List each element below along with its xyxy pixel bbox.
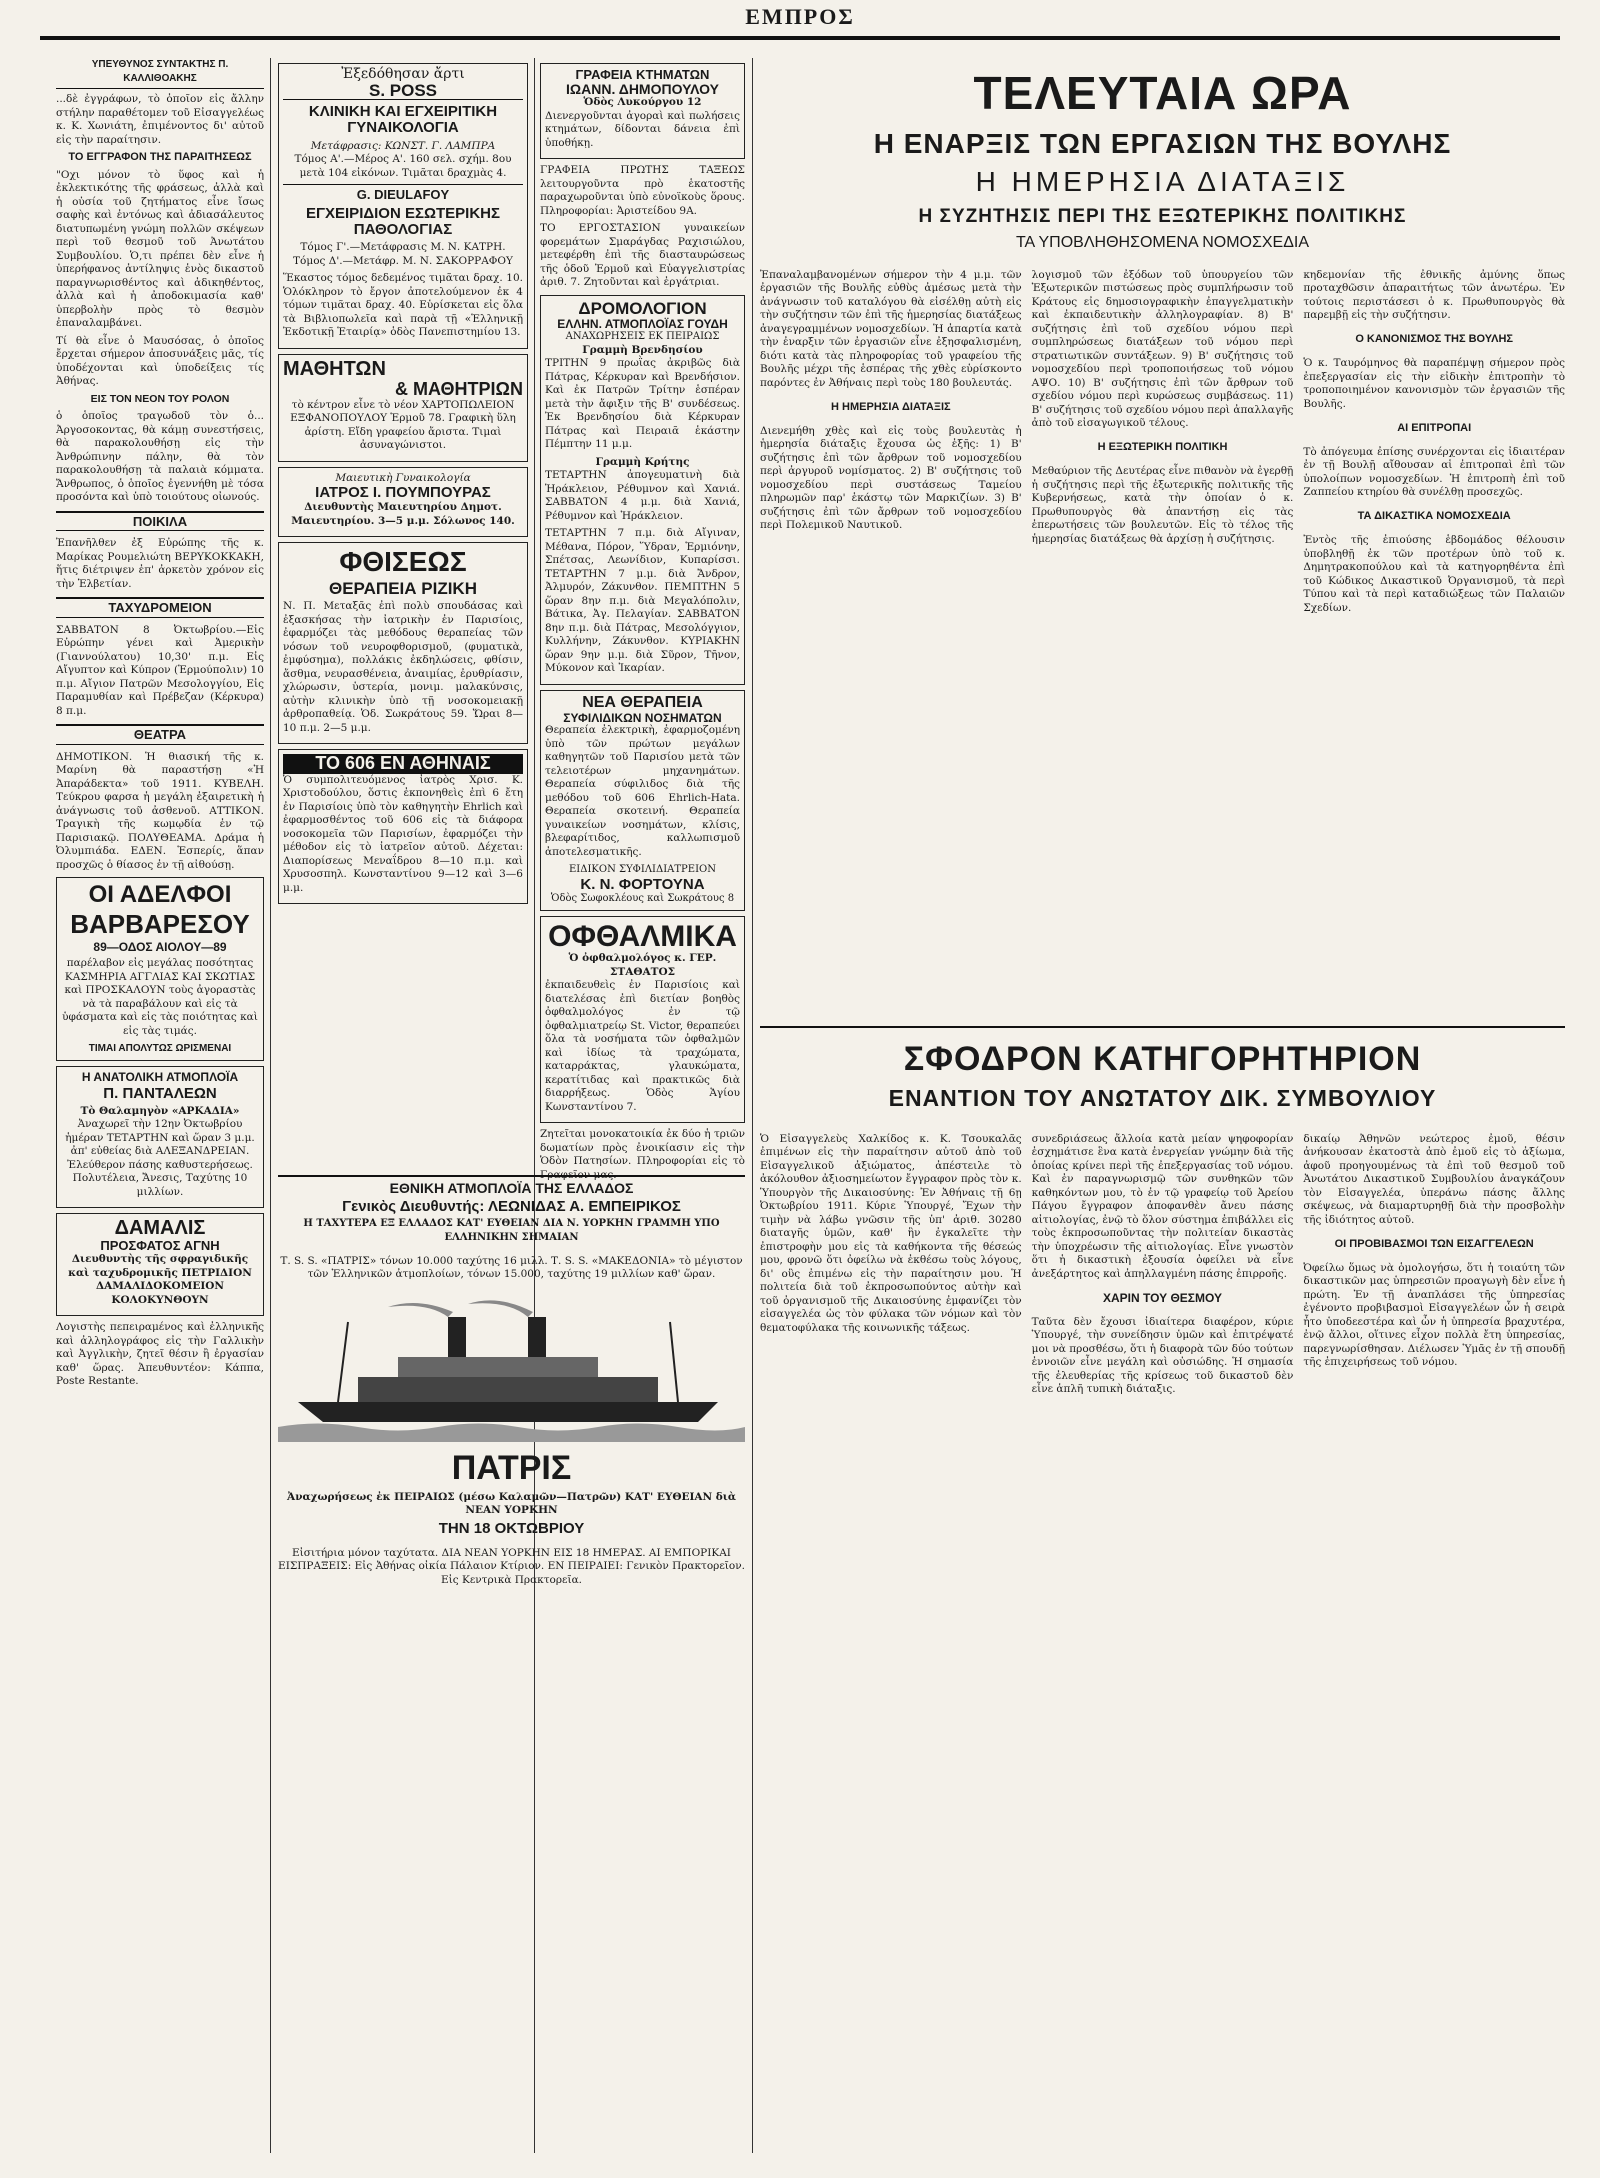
ad-text: τὸ κέντρον εἶνε τὸ νέον ΧΑΡΤΟΠΩΛΕΙΟΝ ΕΞΦΑΝΟΠΟΥΛΟΥ Ἑρμοῦ 78. Γραφικὴ ὕλη ἀρίστη. Εἴδη γραφείου ἄριστα. Τιμαὶ ἀσυναγώνιστοι. — [290, 398, 516, 452]
ad-text: Ἕκαστος τόμος δεδεμένος τιμᾶται δραχ. 10. Ὁλόκληρον τὸ ἔργον ἀποτελούμενον ἐκ 4 τόμων τιμᾶται δραχ. 40. Εὑρίσκεται εἰς ὅλα τὰ Βιβλιοπωλεῖα καὶ παρὰ τῇ «Ἑλληνικῇ Ἐκδοτικῇ Ἑταιρίᾳ» ὁδὸς Πανεπιστημίου 13. — [283, 272, 523, 339]
ad-text: Τὸ Θαλαμηγὸν «ΑΡΚΑΔΙΑ» — [80, 1104, 240, 1117]
column-divider — [270, 58, 271, 2153]
ad-title: ΤΟ 606 ΕΝ ΑΘΗΝΑΙΣ — [283, 754, 523, 774]
article-column — [760, 258, 1022, 1018]
article-text: Ὁ κ. Ταυρόμηνος θὰ παραπέμψῃ σήμερον πρὸς ἐπεξεργασίαν εἰς τὴν εἰδικὴν ἐπιτροπὴν τὸ τροποποιημένον κανονισμὸν τῶν ἐργασιῶν τῆς Βουλῆς. — [1303, 357, 1566, 410]
advertisement — [278, 749, 528, 904]
ad-text: Μαιευτικὴ Γυναικολογία — [335, 471, 471, 484]
ad-text: Διενεργοῦνται ἀγοραὶ καὶ πωλήσεις κτημάτων, δίδονται δάνεια ἐπὶ ὑποθήκῃ. — [545, 109, 740, 149]
section-heading: Ο ΚΑΝΟΝΙΣΜΟΣ ΤΗΣ ΒΟΥΛΗΣ — [1355, 333, 1514, 345]
ad-title: ΜΑΘΗΤΩΝ — [283, 357, 386, 380]
subheadline: ΕΝΑΝΤΙΟΝ ΤΟΥ ΑΝΩΤΑΤΟΥ ΔΙΚ. ΣΥΜΒΟΥΛΙΟΥ — [888, 1085, 1437, 1111]
ad-text: ΑΝΑΧΩΡΗΣΕΙΣ ΕΚ ΠΕΙΡΑΙΩΣ — [565, 331, 720, 343]
section-heading: ΟΙ ΠΡΟΒΙΒΑΣΜΟΙ ΤΩΝ ΕΙΣΑΓΓΕΛΕΩΝ — [1334, 1237, 1534, 1250]
advertisement — [278, 354, 528, 462]
article-text: Ἐντὸς τῆς ἐπιούσης ἑβδομάδος θέλουσιν ὑποβληθῇ ἐκ τῶν προτέρων ὑπὸ τοῦ κ. Δημητρακοπούλου καὶ τὰ κατηγορηθέντα ἐπὶ τοῦ Κώδικος Δικαστικοῦ Ὀργανισμοῦ, τὰ περὶ Τύπου καὶ τὰ περὶ καταδιώξεως τῶν Παλαιῶν Σχεδίων. — [1303, 534, 1566, 614]
article-text: Τί θὰ εἶνε ὁ Μαυσόσας, ὁ ὁποῖος ἔρχεται σήμερον ἀποσυνάξεις μᾶς, τίς ὑποδέχονται καὶ ὑποδείξεις τίς Ἀθήνας. — [56, 334, 264, 387]
article-text: ΔΗΜΟΤΙΚΟΝ. Ἡ θιασική τῆς κ. Μαρίνη θὰ παραστήσῃ «Ἡ Ἀπαράδεκτα» τοῦ 1911. ΚΥΒΕΛΗ. Τεύκρου φαρσα ἡ μεγάλη ἐξαιρετικὴ ἡ ἀνάγνωσις τοῦ ἀσθενοῦ. ΑΤΤΙΚΟΝ. Τραγικὴ τῆς κωμῳδία ἐν τῷ Παρισιακῷ. ΠΟΛΥΘΕΑΜΑ. Δράμα ἡ Ὀλυμπιάδα. ΕΔΕΝ. Ἑσπερίς, ἅπαν προσχῶς ὁ θίασος ἐν τῇ αἰθούσῃ. — [56, 750, 264, 871]
ad-title: ΕΘΝΙΚΗ ΑΤΜΟΠΛΟΪΑ ΤΗΣ ΕΛΛΑΔΟΣ — [389, 1180, 634, 1196]
ad-title: ΙΩΑΝΝ. ΔΗΜΟΠΟΥΛΟΥ — [566, 80, 719, 97]
ad-address: Ὁδὸς Λυκούργου 12 — [583, 96, 702, 109]
section-heading: ΤΑΧΥΔΡΟΜΕΙΟΝ — [56, 597, 264, 618]
ad-title: ΙΑΤΡΟΣ Ι. ΠΟΥΜΠΟΥΡΑΣ — [315, 484, 491, 502]
ad-title: ΔΡΟΜΟΛΟΓΙΟΝ — [578, 298, 707, 318]
ad-text: Ν. Π. Μεταξᾶς ἐπὶ πολὺ σπουδάσας καὶ ἐξασκήσας τὴν ἰατρικὴν ἐν Παρισίοις, ἐφαρμόζει τὰς μεθόδους θεραπείας τῶν νόσων τοῦ νευροφθορισμοῦ, (φυματικὰ, ἐμφύσημα), πολλάκις ἐκδηλώσεις, φθίσιν, ἄσθμα, νευρασθένεια, ἀναιμίας, ἐρυθρίασιν, χλώρωσιν, ὑστερία, μονιμ. μαλακύνσις, αὐτὴν κλινικὴν ὑπὸ τῇ νοσοκομειακῇ ἀρθροπαθείᾳ. Ὁδ. Σωκράτους 59. Ὥραι 8—10 π.μ. 2—5 μ.μ. — [283, 600, 523, 734]
section-heading: ΤΑ ΔΙΚΑΣΤΙΚΑ ΝΟΜΟΣΧΕΔΙΑ — [1357, 510, 1511, 522]
subheadline: Η ΗΜΕΡΗΣΙΑ ΔΙΑΤΑΞΙΣ — [975, 166, 1350, 197]
ad-title: ΝΕΑ ΘΕΡΑΠΕΙΑ — [582, 693, 703, 711]
article-text: Ὁ Εἰσαγγελεὺς Χαλκίδος κ. Κ. Τσουκαλᾶς ἐπιμένων εἰς τὴν παραίτησιν αὐτοῦ ἀπὸ τοῦ Εἰσαγγελικοῦ ἀξιώματος, ἀπέστειλε τὸ ἀκόλουθον ἀξιοσημείωτον ἔγγραφον πρὸς τὸν κ. Ὑπουργὸν τῆς Δικαιοσύνης: Ἐν Ἀθήναις τῇ 6ῃ Ὀκτωβρίου 1911. Κύριε Ὑπουργέ, Ἔχων τὴν τιμὴν νὰ λάβω γνῶσιν τῆς ὑπ' ἀριθ. 30280 διαταγῆς ὑμῶν, καθ' ἣν ἐγκαλεῖτε τὴν ἐπιστροφὴν μου εἰς τὰ καθήκοντα τῆς θέσεώς μου, φρονῶ ὅτι ὀφείλω νὰ ἐκθέσω τοὺς λόγους, δι' οὓς ἐπιμένω εἰς τὴν παραίτησιν μου. Ἡ πολιτεία διὰ τοῦ ἐκπροσωπούντος αὐτὴν καὶ τοῦ ὀργανισμοῦ τῆς Δικαιοσύνης ἐμφανίζει τὸν εἰσαγγελέα ὡς τὸν φύλακα τῶν νόμων καὶ τὸν θεματοφύλακα τῆς κοινωνικῆς τάξεως. — [760, 1132, 1022, 1334]
section-heading: ΤΟ ΕΓΓΡΑΦΟΝ ΤΗΣ ΠΑΡΑΙΤΗΣΕΩΣ — [68, 151, 252, 163]
shipping-advertisement — [278, 1175, 745, 2155]
headline: ΣΦΟΔΡΟΝ ΚΑΤΗΓΟΡΗΤΗΡΙΟΝ — [903, 1040, 1422, 1078]
masthead — [40, 0, 1560, 48]
article-text: Ὀφείλω ὅμως νὰ ὁμολογήσω, ὅτι ἡ τοιαύτη τῶν δικαστικῶν μας ὑπηρεσιῶν προαγωγὴ δὲν εἶνε ἡ πρώτη. Ἐν τῇ ἀναπλάσει τῆς ὑπηρεσίας ἐγένοντο προβιβασμοὶ Εἰσαγγελέων ὧν ἡ σειρὰ ἦτο ὑποδεεστέρα καὶ ὧν ἡ ὑπηρεσία βραχυτέρα, ἐνῷ ἄλλοι, οἵτινες εἶχον πολλὰ ἔτη ὑπηρεσίας, παρεγνωρίσθησαν. Διέλωσεν Ὑμᾶς ἐν τῇ σπουδῇ τῆς ἐπιχειρήσεως τοῦ νόμου. — [1303, 1261, 1566, 1368]
ad-title: Π. ΠΑΝΤΑΛΕΩΝ — [103, 1085, 217, 1103]
advertisement — [278, 63, 528, 349]
ad-text: Ἐξεδόθησαν ἄρτι — [341, 66, 465, 82]
advertisement — [56, 877, 264, 1061]
ad-text: ΕΙΔΙΚΟΝ ΣΥΦΙΛΙΔΙΑΤΡΕΙΟΝ — [568, 864, 716, 876]
ad-text: ἐκπαιδευθεὶς ἐν Παρισίοις καὶ διατελέσας ἐπὶ διετίαν βοηθὸς ὀφθαλμολόγος ἐν τῷ ὀφθαλμιατρείῳ St. Victor, θεραπεύει ὅλα τὰ νοσήματα τῶν ὀφθαλμῶν καὶ ἰδίως τὰ τραχώματα, καταρράκτας, γλαυκώματα, κερατίτιδας καὶ πρακτικῶς διὰ διαρρήξεως. Ὁδὸς Ἁγίου Κωνσταντίνου 7. — [545, 979, 740, 1113]
ad-title: ΠΡΟΣΦΑΤΟΣ ΑΓΝΗ — [100, 1238, 220, 1254]
ad-title: ΟΦΘΑΛΜΙΚΑ — [548, 919, 737, 953]
subheadline: Η ΕΝΑΡΞΙΣ ΤΩΝ ΕΡΓΑΣΙΩΝ ΤΗΣ ΒΟΥΛΗΣ — [873, 128, 1452, 159]
column-3 — [540, 58, 745, 1181]
advertisement — [540, 63, 745, 159]
ad-title: ΒΑΡΒΑΡΕΣΟΥ — [70, 909, 250, 940]
ad-text: Διευθυντὴς τῆς σφραγιδικῆς καὶ ταχυδρομικῆς ΠΕΤΡΙΔΙΟΝ ΔΑΜΑΛΙΔΟΚΟΜΕΙΟΝ ΚΟΛΟΚΥΝΘΟΥΝ — [68, 1253, 252, 1306]
masthead-rule — [40, 36, 1560, 40]
ad-text: Μετάφρασις: ΚΩΝΣΤ. Γ. ΛΑΜΠΡΑ — [310, 139, 496, 152]
ad-text: Τόμος Γ'.—Μετάφρασις Μ. Ν. ΚΑΤΡΗ. Τόμος Δ'.—Μετάφρ. Μ. Ν. ΣΑΚΟΡΡΑΦΟΥ — [293, 241, 513, 267]
ad-title: ΕΛΛΗΝ. ΑΤΜΟΠΛΟΪΑΣ ΓΟΥΔΗ — [557, 316, 728, 331]
article-text: "Οχι μόνον τὸ ὕφος καὶ ἡ ἐκλεκτικότης τῆς φράσεως, ἀλλὰ καὶ ἡ οὐσία τοῦ ζητήματος εἶνε ἴσως σαφὴς καὶ ἐντόνως καὶ ἀδιασάλευτος διατυπωμένη γνώμη πολλῶν σκέψεων περὶ τοῦ θεσμοῦ τοῦ Ἀνωτάτου Συμβουλίου. Ὁ,τι πρέπει δὲν εἶνε ἡ ὑπερήφανος ἀντίληψις ἑνὸς δικαστοῦ παραγνωρισθέντος καὶ ἀδικηθέντος, ἀλλὰ καὶ ἡ ἀποδοκιμασία καθ' ὑπερβολὴν πρὸς τὸ θεσμὸν ἐπαναλαμβάνει. — [56, 168, 264, 329]
steamship-illustration — [278, 1292, 745, 1442]
section-heading: Η ΗΜΕΡΗΣΙΑ ΔΙΑΤΑΞΙΣ — [831, 400, 951, 413]
ad-title: ΕΓΧΕΙΡΙΔΙΟΝ ΕΣΩΤΕΡΙΚΗΣ ΠΑΘΟΛΟΓΙΑΣ — [305, 204, 501, 238]
ad-title: G. DIEULAFOY — [283, 184, 523, 202]
article-text: ὁ ὁποῖος τραγωδοῦ τὸν ὁ... Ἀργοσοκοντας, θὰ κάμῃ συνεστήσεις, θὰ παρακολουθήσῃ εἰς τὴν Ἀνθρώπινην πάλην, θὰ τὸν παρακολουθήσῃ τὰ παλαιὰ κόμματα. Ἄνθρωπος, ὁ ὁποῖος ἐγεννήθη μὲ τόσα προσόντα καὶ ὑπὸ τοιούτους οἰωνούς. — [56, 410, 264, 503]
ad-title: Κ. Ν. ΦΟΡΤΟΥΝΑ — [580, 875, 705, 893]
article-text: Ἐπανῆλθεν ἐξ Εὐρώπης τῆς κ. Μαρίκας Ρουμελιώτη ΒΕΡΥΚΟΚΚΑΚΗ, ἥτις διέτριψεν ἐπ' ἀρκετὸν χρόνον εἰς τὴν Ἑλβετίαν. — [56, 537, 264, 590]
article-text: Μεθαύριον τῆς Δευτέρας εἶνε πιθανὸν νὰ ἐγερθῇ ἡ συζήτησις περὶ τῆς ἐξωτερικῆς πολιτικῆς τῆς Κυβερνήσεως, κατὰ τὴν ὁποίαν ὁ κ. Πρωθυπουργὸς θὰ ἀπαντήσῃ εἰς τὰς ἐπερωτήσεις τῶν βουλευτῶν. Εἰς τὸ τέλος τῆς ἡμερησίας διατάξεως θὰ ἀρχίσῃ ἡ συζήτησις. — [1031, 465, 1294, 545]
ad-text: ΤΙΜΑΙ ΑΠΟΛΥΤΩΣ ΩΡΙΣΜΕΝΑΙ — [88, 1043, 232, 1055]
article-text: Λογιστὴς πεπειραμένος καὶ ἐλληνικῆς καὶ ἀλληλογράφος εἰς τὴν Γαλλικὴν καὶ Ἀγγλικὴν, ζητεῖ θέσιν ἢ ἐργασίαν καθ' ὥρας. Ἀπευθυντέον: Κάππα, Poste Restante. — [56, 1321, 264, 1388]
article-column — [1032, 1122, 1294, 2022]
ad-text: ΤΕΤΑΡΤΗΝ 7 π.μ. διὰ Αἴγιναν, Μέθανα, Πόρον, Ὕδραν, Ἑρμιόνην, Σπέτσας, Λεωνίδιον, Κυπαρίσσι. ΤΕΤΑΡΤΗΝ 7 μ.μ. διὰ Ἄνδρον, Ἀλμυρόν, Ζάκυνθον. ΠΕΜΠΤΗΝ 5 ὥραν 8ην π.μ. διὰ Μεγαλόπολιν, Βάτικα, Ἀγ. Πελαγίαν. ΣΑΒΒΑΤΟΝ 8ην π.μ. διὰ Πάτρας, Μεσολόγγιον, Κυλλήνην, Ζάκυνθον. ΚΥΡΙΑΚΗΝ ὥραν 9ην μ.μ. διὰ Σῦρον, Τῆνον, Μύκονον καὶ Ἰκαρίαν. — [545, 527, 740, 675]
ad-text: Η ΤΑΧΥΤΕΡΑ ΕΞ ΕΛΛΑΔΟΣ ΚΑΤ' ΕΥΘΕΙΑΝ ΔΙΑ Ν. ΥΟΡΚΗΝ ΓΡΑΜΜΗ ΥΠΟ ΕΛΛΗΝΙΚΗΝ ΣΗΜΑΙΑΝ — [303, 1218, 720, 1243]
ad-text: Τόμος Α'.—Μέρος Α'. 160 σελ. σχήμ. 8ου μετὰ 104 εἰκόνων. Τιμᾶται δραχμὰς 4. — [294, 153, 512, 179]
ad-title: S. POSS — [283, 82, 523, 101]
ad-text: ΤΡΙΤΗΝ 9 πρωῒας ἀκριβῶς διὰ Πάτρας, Κέρκυραν καὶ Βρενδήσιον. Καὶ ἐκ Πατρῶν Τρίτην ἑσπέραν μετὰ τὴν ἄφιξιν τῆς Β' συνδέσεως. Ἐκ Βρενδησίου διὰ Κέρκυραν Πάτρας καὶ Πειραιᾶ ἑκάστην Πέμπτην 11 μ.μ. — [545, 357, 740, 451]
subheadline: ΤΑ ΥΠΟΒΛΗΘΗΣΟΜΕΝΑ ΝΟΜΟΣΧΕΔΙΑ — [1015, 234, 1310, 251]
ad-text: Τ. S. S. «ΠΑΤΡΙΣ» τόνων 10.000 ταχύτης 16 μιλλ. Τ. S. S. «ΜΑΚΕΔΟΝΙΑ» τὸ μέγιστον τῶν Ἑλληνικῶν ἀτμοπλοίων, τόνων 15.000, ταχύτης 19 μιλλίων καθ' ὥραν. — [280, 1254, 743, 1281]
section-divider — [760, 1026, 1565, 1028]
column-divider — [752, 58, 753, 2153]
byline: ΥΠΕΥΘΥΝΟΣ ΣΥΝΤΑΚΤΗΣ Π. ΚΑΛΛΙΘΟΑΚΗΣ — [56, 58, 264, 89]
ad-text: ΤΟ ΕΡΓΟΣΤΑΣΙΟΝ γυναικείων φορεμάτων Σμαράγδας Ραχισιώλου, μετεφέρθη ἐπὶ τῆς διασταυρώσεως τῆς ὁδοῦ Ἑρμοῦ καὶ Εὐαγγελιστρίας ἀριθ. 7. Ζητοῦνται καὶ ἐργάτριαι. — [540, 222, 745, 289]
ad-text: Γραμμὴ Κρήτης — [595, 455, 690, 468]
advertisement — [540, 690, 745, 911]
ad-address: Ὁδὸς Σωφοκλέους καὶ Σωκράτους 8 — [550, 893, 735, 905]
article-columns — [760, 1122, 1565, 2022]
ad-title: ΣΥΦΙΛΙΔΙΚΩΝ ΝΟΣΗΜΑΤΩΝ — [563, 710, 722, 725]
ad-text: Θεραπεία ἐλεκτρικὴ, ἐφαρμοζομένη ὑπὸ τῶν πρώτων μεγάλων καθηγητῶν τοῦ Παρισίου μετὰ τῶν τελειοτέρων μηχανημάτων. Θεραπεία σύφιλιδος διὰ τῆς μεθόδου τοῦ 606 Ehrlich-Hata. Θεραπεία σκοτεινή. Θεραπεία γυναικείων νοσημάτων, κλίσις, βλεφαρίτιδος, καλλωπισμοῦ ἀποτελεσματικῆς. — [545, 724, 740, 858]
section-heading: Η ΕΞΩΤΕΡΙΚΗ ΠΟΛΙΤΙΚΗ — [1097, 441, 1228, 453]
ad-title: Γενικὸς Διευθυντής: ΛΕΩΝΙΔΑΣ Α. ΕΜΠΕΙΡΙΚΟΣ — [342, 1197, 681, 1215]
article-text: ...δὲ ἐγγράφων, τὸ ὁποῖον εἰς ἄλλην στήλην παραθέτομεν τοῦ Εἰσαγγελέως κ. Κ. Χωνιάτη, ἐπιμένοντος δι' αὐτοῦ εἰς τὴν παραίτησιν. — [56, 93, 264, 146]
main-news-section — [760, 58, 1565, 2153]
article-text: ΣΑΒΒΑΤΟΝ 8 Ὀκτωβρίου.—Εἰς Εὐρώπην γένει καὶ Ἀμερικὴν (Γιαννούλατου) 10,30' π.μ. Εἰς Αἴγυπτον καὶ Κύπρον (Ἑρμούπολιν) 10 π.μ. Αἴγιον Πατρῶν Μεσολογγίου, Εἰς Παραμυθίαν καὶ Πρέβεζαν (Κέρκυρα) 8 π.μ. — [56, 623, 264, 717]
ad-title: Η ΑΝΑΤΟΛΙΚΗ ΑΤΜΟΠΛΟΪΑ — [81, 1069, 239, 1084]
article-text: Ἐπαναλαμβανομένων σήμερον τὴν 4 μ.μ. τῶν ἐργασιῶν τῆς Βουλῆς εὐθὺς ἀμέσως μετὰ τὴν ἀνάγνωσιν τοῦ καταλόγου θὰ εἰσέλθῃ αὐτὴ εἰς τὴν συζήτησιν τῶν ἐπὶ τῆς ἡμερησίας διατάξεως ἀναγεγραμμένων νομοσχεδίων. Ἡ ἀπαρτία κατὰ τὴν ἐναρξιν τῶν ἐργασιῶν εἶνε ἐξησφαλισμένη, διότι κατὰ τὰς πληροφορίας τοῦ γραφείου τῆς Βουλῆς μέχρι τῆς ἑσπέρας τῆς χθὲς εὑρίσκοντο παρόντες ἐν Ἀθήναις περὶ τοὺς 180 βουλευτάς. — [760, 268, 1022, 389]
advertisement — [278, 467, 528, 537]
ad-title: ΚΛΙΝΙΚΗ ΚΑΙ ΕΓΧΕΙΡΙΤΙΚΗ ΓΥΝΑΙΚΟΛΟΓΙΑ — [308, 103, 498, 137]
ad-title: ΦΘΙΣΕΩΣ — [339, 546, 467, 578]
ad-text: Διευθυντὴς Μαιευτηρίου Δημοτ. Μαιευτηρίου. 3—5 μ.μ. Σόλωνος 140. — [291, 501, 515, 527]
advertisement — [540, 916, 745, 1124]
ad-address: 89—ΟΔΟΣ ΑΙΟΛΟΥ—89 — [93, 940, 227, 955]
ad-text: Γραμμὴ Βρενδησίου — [582, 343, 703, 356]
ad-text: Ἀναχωρεῖ τὴν 12ην Ὀκτωβρίου ἡμέραν ΤΕΤΑΡΤΗΝ καὶ ὥραν 3 μ.μ. ἀπ' εὐθείας διὰ ΑΛΕΞΑΝΔΡΕΙΑΝ. Ἐλεύθερον πάσης καθυστερήσεως. Πολυτέλεια, Ἄνεσις, Ταχύτης 10 μιλλίων. — [65, 1118, 255, 1198]
column-1 — [56, 58, 264, 2153]
ad-title: ΓΡΑΦΕΙΑ ΚΤΗΜΑΤΩΝ — [575, 67, 710, 82]
article-text: Ταῦτα δὲν ἔχουσι ἰδιαίτερα διαφέρον, κύριε Ὑπουργέ, τὴν συνείδησιν ὑμῶν καὶ ἐπιτρέψατέ μοι νὰ προσθέσω, ὅτι ἡ διαφορὰ τῶν δύο τούτων ἐννοιῶν εἶνε μεγάλη καὶ οὐσιώδης. Ἡ σημασία τῆς ἐλευθερίας τῆς κρίσεως τοῦ δικαστοῦ δὲν εἶνε ἁπλῆ τυπικὴ διάταξις. — [1031, 1315, 1294, 1395]
advertisement — [56, 1213, 264, 1316]
ad-text: ΤΕΤΑΡΤΗΝ ἀπογευματινὴ διὰ Ἡράκλειον, Ρέθυμνον καὶ Χανιά. ΣΑΒΒΑΤΟΝ 4 μ.μ. διὰ Χανιά, Ρέθυμνον καὶ Ἡράκλειον. — [545, 469, 740, 522]
article-text: κηδεμονίαν τῆς ἐθνικῆς ἀμύνης ὅπως προταχθῶσιν ἀπαραιτήτως τῶν ἀνωτέρω. Ἐν τούτοις περιστάσεσι ὁ κ. Πρωθυπουργὸς θὰ παρεμβῇ εἰς τὴν συζήτησιν. — [1303, 268, 1566, 321]
section-heading: ΧΑΡΙΝ ΤΟΥ ΘΕΣΜΟΥ — [1103, 1290, 1222, 1305]
ad-text: Ἀναχωρήσεως ἐκ ΠΕΙΡΑΙΩΣ (μέσω Καλαμῶν—Πατρῶν) ΚΑΤ' ΕΥΘΕΙΑΝ διὰ ΝΕΑΝ ΥΟΡΚΗΝ — [287, 1490, 736, 1517]
ad-text: Ὁ συμπολιτευόμενος ἰατρὸς Χρισ. Κ. Χριστοδούλου, ὅστις ἐκπονηθεὶς ἐπὶ 6 ἔτη ἐν Παρισίοις ὑπὸ τὸν καθηγητὴν Ehrlich καὶ ἐφαρμοσθέντος τοῦ 606 εἰς τὰ διάφορα νοσοκομεῖα τῶν Παρισίων, ἐφαρμόζει τὴν μέθοδον εἰς τὸ ἰατρεῖον αὐτοῦ. Δέχεται: Διαπορίσεως Μεναΐδρου 8—10 π.μ. καὶ Χρυσοσπηλ. Κωνσταντίνου 9—12 καὶ 3—6 μ.μ. — [283, 773, 523, 894]
advertisement — [540, 295, 745, 685]
ad-text: ΓΡΑΦΕΙΑ ΠΡΩΤΗΣ ΤΑΞΕΩΣ λειτουργοῦντα πρὸ ἑκατοστῆς παραχωροῦνται ὑπὸ εὐνοϊκοὺς ὅρους. Πληροφορίαι: Ἀριστείδου 9Α. — [540, 164, 745, 217]
ad-text: Εἰσιτήρια μόνον ταχύτατα. ΔΙΑ ΝΕΑΝ ΥΟΡΚΗΝ ΕΙΣ 18 ΗΜΕΡΑΣ. ΑΙ ΕΜΠΟΡΙΚΑΙ ΕΙΣΠΡΑΞΕΙΣ: Εἰς Ἀθήνας οἰκία Πάλαιον Κτίριον. ΕΝ ΠΕΙΡΑΙΕΙ: Γενικὸν Πρακτορεῖον. Εἰς Κεντρικὰ Πρακτορεῖα. — [278, 1546, 745, 1586]
subheadline: Η ΣΥΖΗΤΗΣΙΣ ΠΕΡΙ ΤΗΣ ΕΞΩΤΕΡΙΚΗΣ ΠΟΛΙΤΙΚΗΣ — [918, 206, 1407, 227]
article-column — [1303, 1122, 1565, 2022]
ad-text: Ὁ ὀφθαλμολόγος κ. ΓΕΡ. ΣΤΑΘΑΤΟΣ — [568, 952, 717, 978]
ad-title: ΟΙ ΑΔΕΛΦΟΙ — [88, 881, 232, 908]
headline: ΤΕΛΕΥΤΑΙΑ ΩΡΑ — [973, 67, 1352, 119]
article-text: Διενεμήθη χθὲς καὶ εἰς τοὺς βουλευτὰς ἡ ἡμερησία διάταξις ἔχουσα ὡς ἑξῆς: 1) Β' συζήτησις ἐπὶ τῶν ἄρθρων τοῦ νομοσχεδίου περὶ ἀργυροῦ νομίσματος. 2) Β' συζήτησις τοῦ νομοσχεδίου περὶ συστάσεως Ταμείου πληρωμῶν παρ' ἑκάστῳ τῶν Μαρκιζίων. 3) Β' συζήτησις ἐπὶ τῶν ἄρθρων τοῦ νομοσχεδίου περὶ Πολεμικοῦ Ναυτικοῦ. — [760, 424, 1022, 531]
article-text: Τὸ ἀπόγευμα ἐπίσης συνέρχονται εἰς ἰδιαιτέραν ἐν τῇ Βουλῇ αἴθουσαν αἱ ἐπιτροπαὶ ἐπὶ τῶν ὑπολοίπων νομοσχεδίων. Ἡ ἐπιτροπὴ ἐπὶ τοῦ Ζαππείου κτηρίου θὰ συνέλθῃ προσεχῶς. — [1303, 445, 1566, 498]
ad-title: ΤΗΝ 18 ΟΚΤΩΒΡΙΟΥ — [438, 1519, 585, 1537]
section-heading: ΠΟΙΚΙΛΑ — [56, 511, 264, 532]
article-column — [760, 1122, 1022, 2022]
section-heading: ΘΕΑΤΡΑ — [56, 724, 264, 745]
advertisement — [278, 542, 528, 744]
ad-title: ΠΑΤΡΙΣ — [451, 1448, 572, 1487]
ad-text: Ζητεῖται μονοκατοικία ἐκ δύο ἡ τριῶν δωματίων πρὸς ἐνοικίασιν εἰς τὴν Ὁδὸν Πατησίων. Πληροφορίαι εἰς τὸ Γραφεῖον μας. — [540, 1128, 745, 1181]
article-text: λογισμοῦ τῶν ἐξόδων τοῦ ὑπουργείου τῶν Ἐξωτερικῶν πιστώσεως πρὸς συμπλήρωσιν τοῦ Κράτους εἰς δημοσιογραφικὴν ἐπαγγελματικὴν καὶ ἐκπαιδευτικὴν ἀλληλογραφίαν. 8) Β' συζήτησις ἐπὶ τοῦ σχεδίου νόμου περὶ συμπληρώσεως διατάξεων τοῦ νόμου περὶ στρατιωτικῶν συντάξεων. 9) Β' συζήτησις τοῦ νομοσχεδίου περὶ τροποποιήσεως τοῦ νόμου ΑΨΟ. 10) Β' συζήτησις ἐπὶ τῶν ἄρθρων τοῦ σχεδίου νόμου περὶ κυρώσεως συμβάσεως. 11) Β' συζήτησις τοῦ σχεδίου νόμου περὶ ἀπαλλαγῆς ἀπὸ τοῦ εἰσαγωγικοῦ τέλους. — [1031, 268, 1294, 429]
advertisement — [56, 1066, 264, 1209]
article-columns — [760, 258, 1565, 1018]
section-heading: ΕΙΣ ΤΟΝ ΝΕΟΝ ΤΟΥ ΡΟΛΟΝ — [90, 392, 230, 405]
article-text: δικαίῳ Ἀθηνῶν νεώτερος ἐμοῦ, θέσιν ἀνήκουσαν ἑκατοστὰ ἀπὸ ἐμοῦ εἰς τὸ ἀξίωμα, ἀφοῦ προηγουμένως τὰ ἐπὶ τοῦ θεσμοῦ τοῦ Ἀνωτάτου Δικαστικοῦ Συμβουλίου ἀναγκάζουν τὸν Εἰσαγγελέα, ὑπεράνω πάσης ἄλλης σκέψεως, νὰ διαμαρτυρηθῇ διὰ τὴν προσβολὴν τῆς ἰδιότητος αὐτοῦ. — [1303, 1132, 1566, 1226]
article-text: συνεδριάσεως ἄλλοία κατὰ μείαν ψηφοφορίαν ἐσχημάτισε ἓνα κατὰ ἐνεργείαν γνώμην διὰ τῆς ὁποίας κρίνει περὶ τῆς ἐπεξεργασίας τοῦ νόμου. Καὶ ἐν παραγνωρισμῷ τῶν συνθηκῶν τῶν καθηκόντων μου, τὸ ἐν τῷ γραφείῳ τοῦ Ἀρείου Πάγου ἔγγραφον ἀποφανθὲν ἄνευ πάσης αἰτιολογίας, ἐνῷ τὸ ὅλον σύστημα ἐπιβάλλει εἰς τοὺς ἐκπροσωποῦντας τὴν πολιτείαν δικαστὰς τὴν ὑποχρέωσιν τῆς αἰτιολογίας. Εἶνε γνωστὸν ὅτι ἡ δικαστικὴ ἐξουσία ὀφείλει νὰ εἶνε ἀνεξάρτητος καὶ ἀπηλλαγμένη πάσης ἐπιρροῆς. — [1031, 1132, 1294, 1280]
newspaper-title: ΕΜΠΡΟΣ — [745, 4, 855, 29]
ad-title: & ΜΑΘΗΤΡΙΩΝ — [395, 378, 523, 399]
article-column — [1303, 258, 1565, 1018]
ad-title: ΘΕΡΑΠΕΙΑ ΡΙΖΙΚΗ — [329, 578, 477, 598]
article-column — [1032, 258, 1294, 1018]
ad-title: ΔΑΜΑΛΙΣ — [114, 1217, 206, 1240]
ad-text: παρέλαβον εἰς μεγάλας ποσότητας ΚΑΣΜΗΡΙΑ ΑΓΓΛΙΑΣ ΚΑΙ ΣΚΩΤΙΑΣ καὶ ΠΡΟΣΚΑΛΟΥΝ τοὺς ἀγοραστὰς νὰ τὰ παραβάλουν καὶ εἰς τὰ ὑφάσματα καὶ εἰς τὰς ποιότητας καὶ εἰς τὰς τιμάς. — [62, 957, 258, 1037]
section-heading: ΑΙ ΕΠΙΤΡΟΠΑΙ — [1397, 421, 1472, 434]
